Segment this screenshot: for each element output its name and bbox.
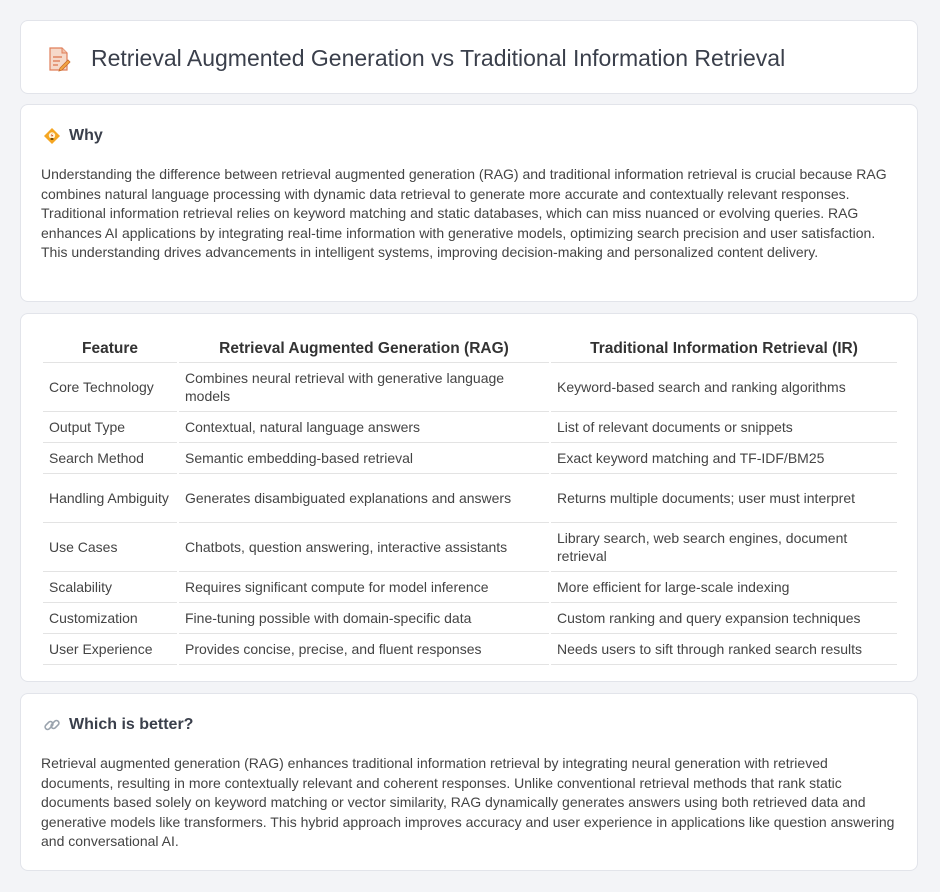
row-rag: Combines neural retrieval with generative language models [179, 363, 549, 412]
row-rag: Fine-tuning possible with domain-specific data [179, 603, 549, 634]
title-card [20, 20, 918, 94]
better-card [20, 693, 918, 871]
comparison-table [41, 336, 899, 665]
row-ir: Exact keyword matching and TF-IDF/BM25 [551, 443, 897, 474]
better-heading: Which is better? [69, 716, 194, 733]
why-card [20, 104, 918, 302]
row-rag: Chatbots, question answering, interactive assistants [179, 523, 549, 572]
table-row [43, 443, 897, 474]
table-row [43, 634, 897, 665]
better-text: Retrieval augmented generation (RAG) enhances traditional information retrieval by integrating neural generation with retrieved documents, resulting in more contextually relevant and coherent responses. Unlike conventional retrieval methods that rank static documents based solely on keyword matching or vector similarity, RAG dynamically generates answers using both retrieved data and generative models like transformers. This hybrid approach improves accuracy and user experience in applications like question answering and conversational AI. [41, 755, 895, 849]
why-text: Understanding the difference between retrieval augmented generation (RAG) and traditional information retrieval is crucial because RAG combines natural language processing with dynamic data retrieval to generate more accurate and contextually relevant responses. Traditional information retrieval relies on keyword matching and static databases, which can miss nuanced or evolving queries. RAG enhances AI applications by integrating real-time information with generative models, optimizing search precision and user satisfaction. This understanding drives advancements in intelligent systems, improving decision-making and personalized content delivery. [41, 166, 887, 260]
why-heading-row [43, 127, 103, 145]
title-row [47, 45, 785, 72]
lightbulb-bolt-icon [43, 127, 61, 145]
table-row [43, 412, 897, 443]
row-ir: More efficient for large-scale indexing [551, 572, 897, 603]
row-ir: Needs users to sift through ranked search results [551, 634, 897, 665]
header-feature: Feature [43, 336, 177, 363]
better-heading-row [43, 716, 193, 734]
row-rag: Contextual, natural language answers [179, 412, 549, 443]
row-feature: User Experience [43, 634, 177, 665]
header-rag: Retrieval Augmented Generation (RAG) [179, 336, 549, 363]
header-ir: Traditional Information Retrieval (IR) [551, 336, 897, 363]
table-row [43, 474, 897, 523]
row-rag: Requires significant compute for model inference [179, 572, 549, 603]
row-ir: Custom ranking and query expansion techniques [551, 603, 897, 634]
row-ir: Keyword-based search and ranking algorithms [551, 363, 897, 412]
row-ir: Library search, web search engines, document retrieval [551, 523, 897, 572]
row-rag: Generates disambiguated explanations and answers [179, 474, 549, 523]
table-row [43, 523, 897, 572]
table-row [43, 363, 897, 412]
row-rag: Semantic embedding-based retrieval [179, 443, 549, 474]
row-feature: Customization [43, 603, 177, 634]
row-ir: Returns multiple documents; user must interpret [551, 474, 897, 523]
link-icon [43, 716, 61, 734]
document-pencil-icon [47, 46, 71, 72]
row-feature: Handling Ambiguity [43, 474, 177, 523]
row-feature: Use Cases [43, 523, 177, 572]
row-feature: Core Technology [43, 363, 177, 412]
page-title: Retrieval Augmented Generation vs Traditional Information Retrieval [91, 45, 786, 71]
row-ir: List of relevant documents or snippets [551, 412, 897, 443]
table-row [43, 603, 897, 634]
why-heading: Why [69, 127, 103, 144]
comparison-card [20, 313, 918, 682]
row-rag: Provides concise, precise, and fluent responses [179, 634, 549, 665]
table-header-row [43, 336, 897, 363]
table-row [43, 572, 897, 603]
row-feature: Output Type [43, 412, 177, 443]
row-feature: Search Method [43, 443, 177, 474]
row-feature: Scalability [43, 572, 177, 603]
